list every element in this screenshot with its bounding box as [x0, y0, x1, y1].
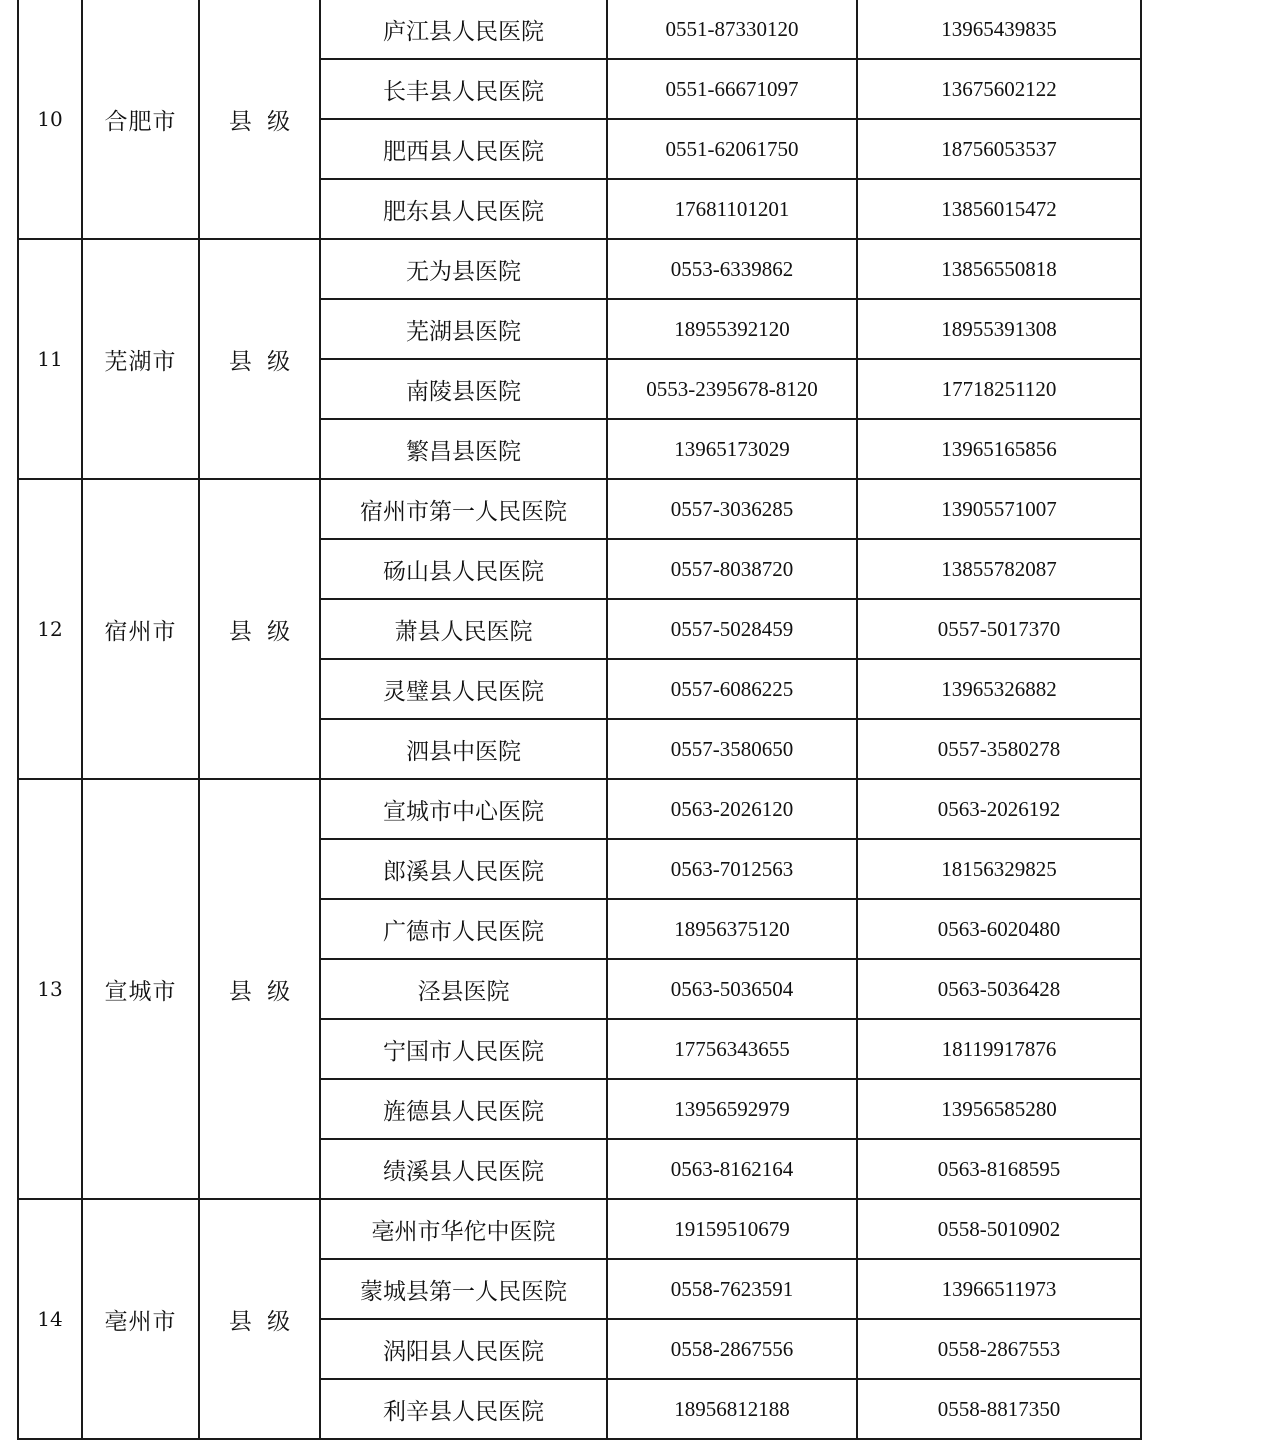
table-row — [18, 479, 1141, 539]
phone-secondary: 0557-5017370 — [857, 599, 1141, 659]
phone-secondary: 18119917876 — [857, 1019, 1141, 1079]
phone-primary: 0563-7012563 — [607, 839, 857, 899]
phone-primary: 0551-66671097 — [607, 59, 857, 119]
phone-secondary: 13856550818 — [857, 239, 1141, 299]
phone-primary: 17756343655 — [607, 1019, 857, 1079]
table-row — [18, 779, 1141, 839]
phone-primary: 19159510679 — [607, 1199, 857, 1259]
phone-secondary: 13966511973 — [857, 1259, 1141, 1319]
phone-secondary: 13856015472 — [857, 179, 1141, 239]
phone-secondary: 0558-5010902 — [857, 1199, 1141, 1259]
phone-primary: 13965173029 — [607, 419, 857, 479]
hospital-name: 宣城市中心医院 — [320, 779, 607, 839]
city-name: 芜湖市 — [82, 239, 199, 479]
hospital-name: 繁昌县医院 — [320, 419, 607, 479]
hospital-name: 肥西县人民医院 — [320, 119, 607, 179]
hospital-name: 广德市人民医院 — [320, 899, 607, 959]
city-name: 合肥市 — [82, 0, 199, 239]
hospital-name: 涡阳县人民医院 — [320, 1319, 607, 1379]
phone-secondary: 18756053537 — [857, 119, 1141, 179]
phone-secondary: 13905571007 — [857, 479, 1141, 539]
hospital-name: 砀山县人民医院 — [320, 539, 607, 599]
phone-primary: 13956592979 — [607, 1079, 857, 1139]
phone-secondary: 0558-8817350 — [857, 1379, 1141, 1439]
hospital-name: 长丰县人民医院 — [320, 59, 607, 119]
phone-secondary: 0557-3580278 — [857, 719, 1141, 779]
phone-secondary: 0558-2867553 — [857, 1319, 1141, 1379]
phone-primary: 0563-2026120 — [607, 779, 857, 839]
city-name: 宿州市 — [82, 479, 199, 779]
phone-primary: 17681101201 — [607, 179, 857, 239]
table-row — [18, 1199, 1141, 1259]
group-number: 12 — [18, 479, 82, 779]
hospital-name: 宿州市第一人民医院 — [320, 479, 607, 539]
phone-primary: 0563-8162164 — [607, 1139, 857, 1199]
phone-primary: 18956812188 — [607, 1379, 857, 1439]
hospital-name: 肥东县人民医院 — [320, 179, 607, 239]
phone-secondary: 13855782087 — [857, 539, 1141, 599]
hospital-name: 南陵县医院 — [320, 359, 607, 419]
hospital-name: 泾县医院 — [320, 959, 607, 1019]
table-row — [18, 0, 1141, 59]
phone-secondary: 13675602122 — [857, 59, 1141, 119]
phone-secondary: 18156329825 — [857, 839, 1141, 899]
phone-primary: 0551-87330120 — [607, 0, 857, 59]
phone-secondary: 0563-8168595 — [857, 1139, 1141, 1199]
phone-primary: 0557-3580650 — [607, 719, 857, 779]
phone-primary: 0557-5028459 — [607, 599, 857, 659]
phone-primary: 0557-3036285 — [607, 479, 857, 539]
hospital-contact-table-wrapper — [17, 0, 1142, 1440]
city-name: 亳州市 — [82, 1199, 199, 1439]
phone-primary: 0557-6086225 — [607, 659, 857, 719]
group-number: 11 — [18, 239, 82, 479]
hospital-name: 泗县中医院 — [320, 719, 607, 779]
phone-primary: 18956375120 — [607, 899, 857, 959]
city-name: 宣城市 — [82, 779, 199, 1199]
hospital-name: 绩溪县人民医院 — [320, 1139, 607, 1199]
phone-primary: 0553-6339862 — [607, 239, 857, 299]
phone-primary: 0558-2867556 — [607, 1319, 857, 1379]
phone-primary: 0551-62061750 — [607, 119, 857, 179]
hospital-name: 萧县人民医院 — [320, 599, 607, 659]
phone-secondary: 0563-2026192 — [857, 779, 1141, 839]
phone-secondary: 13965439835 — [857, 0, 1141, 59]
phone-secondary: 0563-6020480 — [857, 899, 1141, 959]
hospital-name: 旌德县人民医院 — [320, 1079, 607, 1139]
hospital-name: 宁国市人民医院 — [320, 1019, 607, 1079]
hospital-level: 县 级 — [199, 0, 320, 239]
hospital-name: 灵璧县人民医院 — [320, 659, 607, 719]
hospital-name: 蒙城县第一人民医院 — [320, 1259, 607, 1319]
hospital-level: 县 级 — [199, 239, 320, 479]
phone-secondary: 13965326882 — [857, 659, 1141, 719]
hospital-name: 亳州市华佗中医院 — [320, 1199, 607, 1259]
table-body — [18, 0, 1141, 1439]
phone-secondary: 13965165856 — [857, 419, 1141, 479]
phone-primary: 0553-2395678-8120 — [607, 359, 857, 419]
phone-primary: 0563-5036504 — [607, 959, 857, 1019]
hospital-name: 芜湖县医院 — [320, 299, 607, 359]
hospital-name: 利辛县人民医院 — [320, 1379, 607, 1439]
hospital-name: 无为县医院 — [320, 239, 607, 299]
phone-primary: 0558-7623591 — [607, 1259, 857, 1319]
group-number: 10 — [18, 0, 82, 239]
hospital-level: 县 级 — [199, 779, 320, 1199]
group-number: 14 — [18, 1199, 82, 1439]
hospital-level: 县 级 — [199, 1199, 320, 1439]
hospital-name: 郎溪县人民医院 — [320, 839, 607, 899]
phone-secondary: 17718251120 — [857, 359, 1141, 419]
phone-secondary: 0563-5036428 — [857, 959, 1141, 1019]
phone-primary: 18955392120 — [607, 299, 857, 359]
hospital-contact-table — [17, 0, 1142, 1440]
phone-secondary: 13956585280 — [857, 1079, 1141, 1139]
phone-secondary: 18955391308 — [857, 299, 1141, 359]
hospital-name: 庐江县人民医院 — [320, 0, 607, 59]
table-row — [18, 239, 1141, 299]
group-number: 13 — [18, 779, 82, 1199]
hospital-level: 县 级 — [199, 479, 320, 779]
phone-primary: 0557-8038720 — [607, 539, 857, 599]
